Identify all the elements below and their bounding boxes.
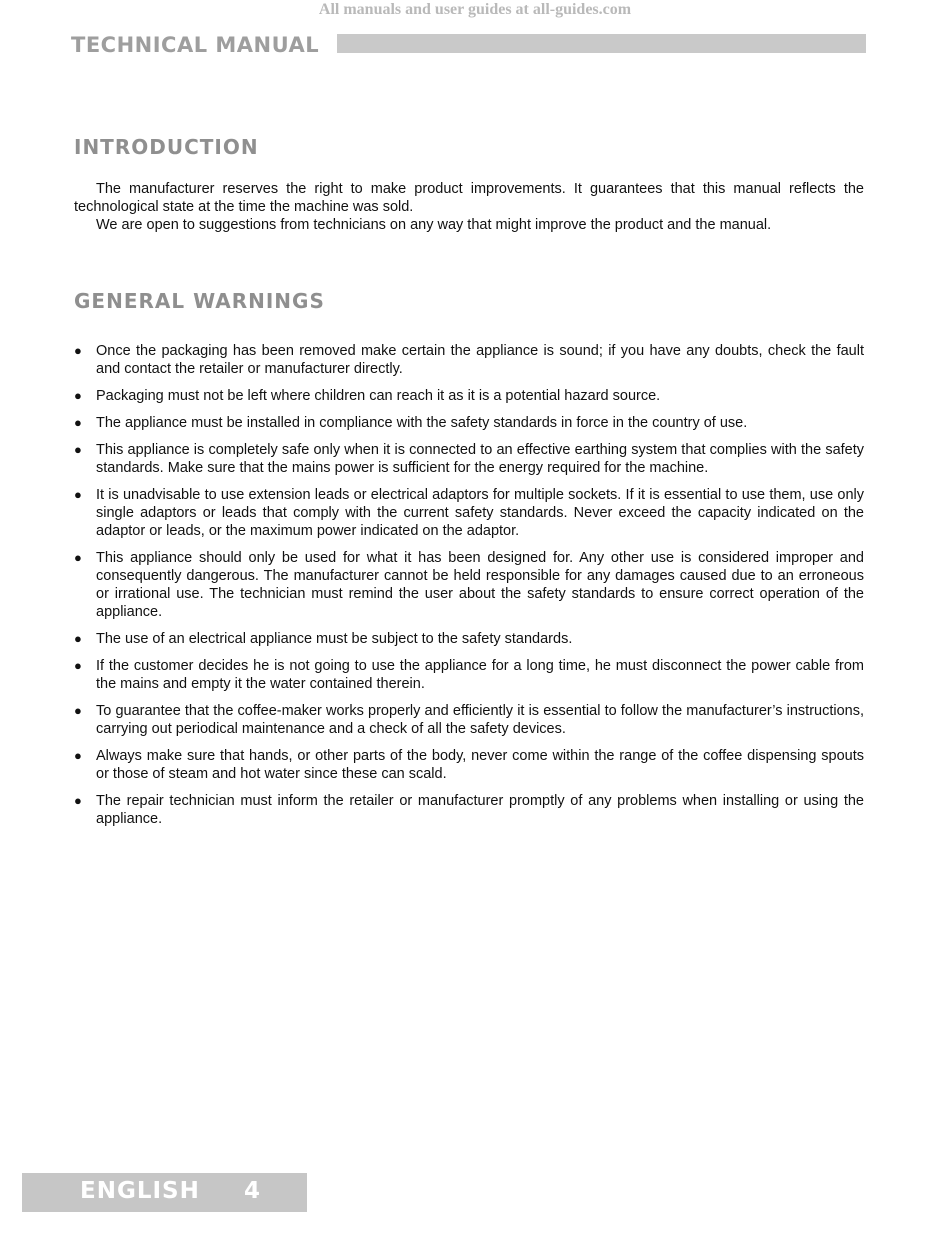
warning-text: If the customer decides he is not going to use the appliance for a long time, he must disconnect the power cable from the mains and empty it the water contained therein.: [96, 658, 864, 692]
warning-item: [74, 630, 864, 648]
bullet-icon: ●: [74, 703, 82, 718]
footer-language: ENGLISH: [80, 1178, 200, 1204]
header-bar: [337, 34, 866, 53]
bullet-icon: ●: [74, 487, 82, 502]
bullet-icon: ●: [74, 343, 82, 358]
bullet-icon: ●: [74, 442, 82, 457]
warning-text: The use of an electrical appliance must be subject to the safety standards.: [96, 631, 573, 647]
warning-text: This appliance is completely safe only when it is connected to an effective earthing system that complies with the safety standards. Make sure that the mains power is sufficient for the energy required for the machine.: [96, 442, 864, 476]
warning-item: [74, 414, 864, 432]
warning-text: Always make sure that hands, or other parts of the body, never come within the range of the coffee dispensing spouts or those of steam and hot water since these can scald.: [96, 748, 864, 782]
warning-item: [74, 486, 864, 540]
header-title: TECHNICAL MANUAL: [71, 33, 320, 57]
bullet-icon: ●: [74, 658, 82, 673]
warning-item: [74, 549, 864, 621]
bullet-icon: ●: [74, 793, 82, 808]
warning-item: [74, 747, 864, 783]
bullet-icon: ●: [74, 550, 82, 565]
warnings-list: [74, 342, 864, 837]
warning-item: [74, 657, 864, 693]
warning-text: The repair technician must inform the retailer or manufacturer promptly of any problems when installing or using the appliance.: [96, 793, 864, 827]
bullet-icon: ●: [74, 388, 82, 403]
warning-text: The appliance must be installed in compliance with the safety standards in force in the country of use.: [96, 415, 748, 431]
warning-item: [74, 342, 864, 378]
warning-text: This appliance should only be used for what it has been designed for. Any other use is considered improper and consequently dangerous. The manufacturer cannot be held responsible for any damages caused due to an erroneous or irrational use. The technician must remind the user about the safety standards to ensure correct operation of the appliance.: [96, 550, 864, 620]
warning-text: Packaging must not be left where children can reach it as it is a potential hazard source.: [96, 388, 661, 404]
warning-item: [74, 792, 864, 828]
warning-item: [74, 441, 864, 477]
bullet-icon: ●: [74, 631, 82, 646]
bullet-icon: ●: [74, 415, 82, 430]
general-warnings-heading: GENERAL WARNINGS: [74, 289, 325, 313]
warning-text: Once the packaging has been removed make certain the appliance is sound; if you have any doubts, check the fault and contact the retailer or manufacturer directly.: [96, 343, 864, 377]
introduction-body: [74, 180, 864, 234]
warning-item: [74, 387, 864, 405]
warning-text: To guarantee that the coffee-maker works properly and efficiently it is essential to follow the manufacturer’s instructions, carrying out periodical maintenance and a check of all the safety devices.: [96, 703, 864, 737]
watermark: All manuals and user guides at all-guides.com: [318, 1, 632, 18]
warning-text: It is unadvisable to use extension leads or electrical adaptors for multiple sockets. If it is essential to use them, use only single adaptors or leads that comply with the current safety standards. Never exceed the capacity indicated on the adaptor or leads, or the maximum power indicated on the adaptor.: [96, 487, 864, 539]
introduction-paragraph: We are open to suggestions from technicians on any way that might improve the product and the manual.: [96, 217, 772, 233]
introduction-heading: INTRODUCTION: [74, 135, 259, 159]
warning-item: [74, 702, 864, 738]
page-number: 4: [244, 1178, 261, 1204]
bullet-icon: ●: [74, 748, 82, 763]
introduction-paragraph: The manufacturer reserves the right to make product improvements. It guarantees that this manual reflects the technological state at the time the machine was sold.: [74, 181, 864, 215]
